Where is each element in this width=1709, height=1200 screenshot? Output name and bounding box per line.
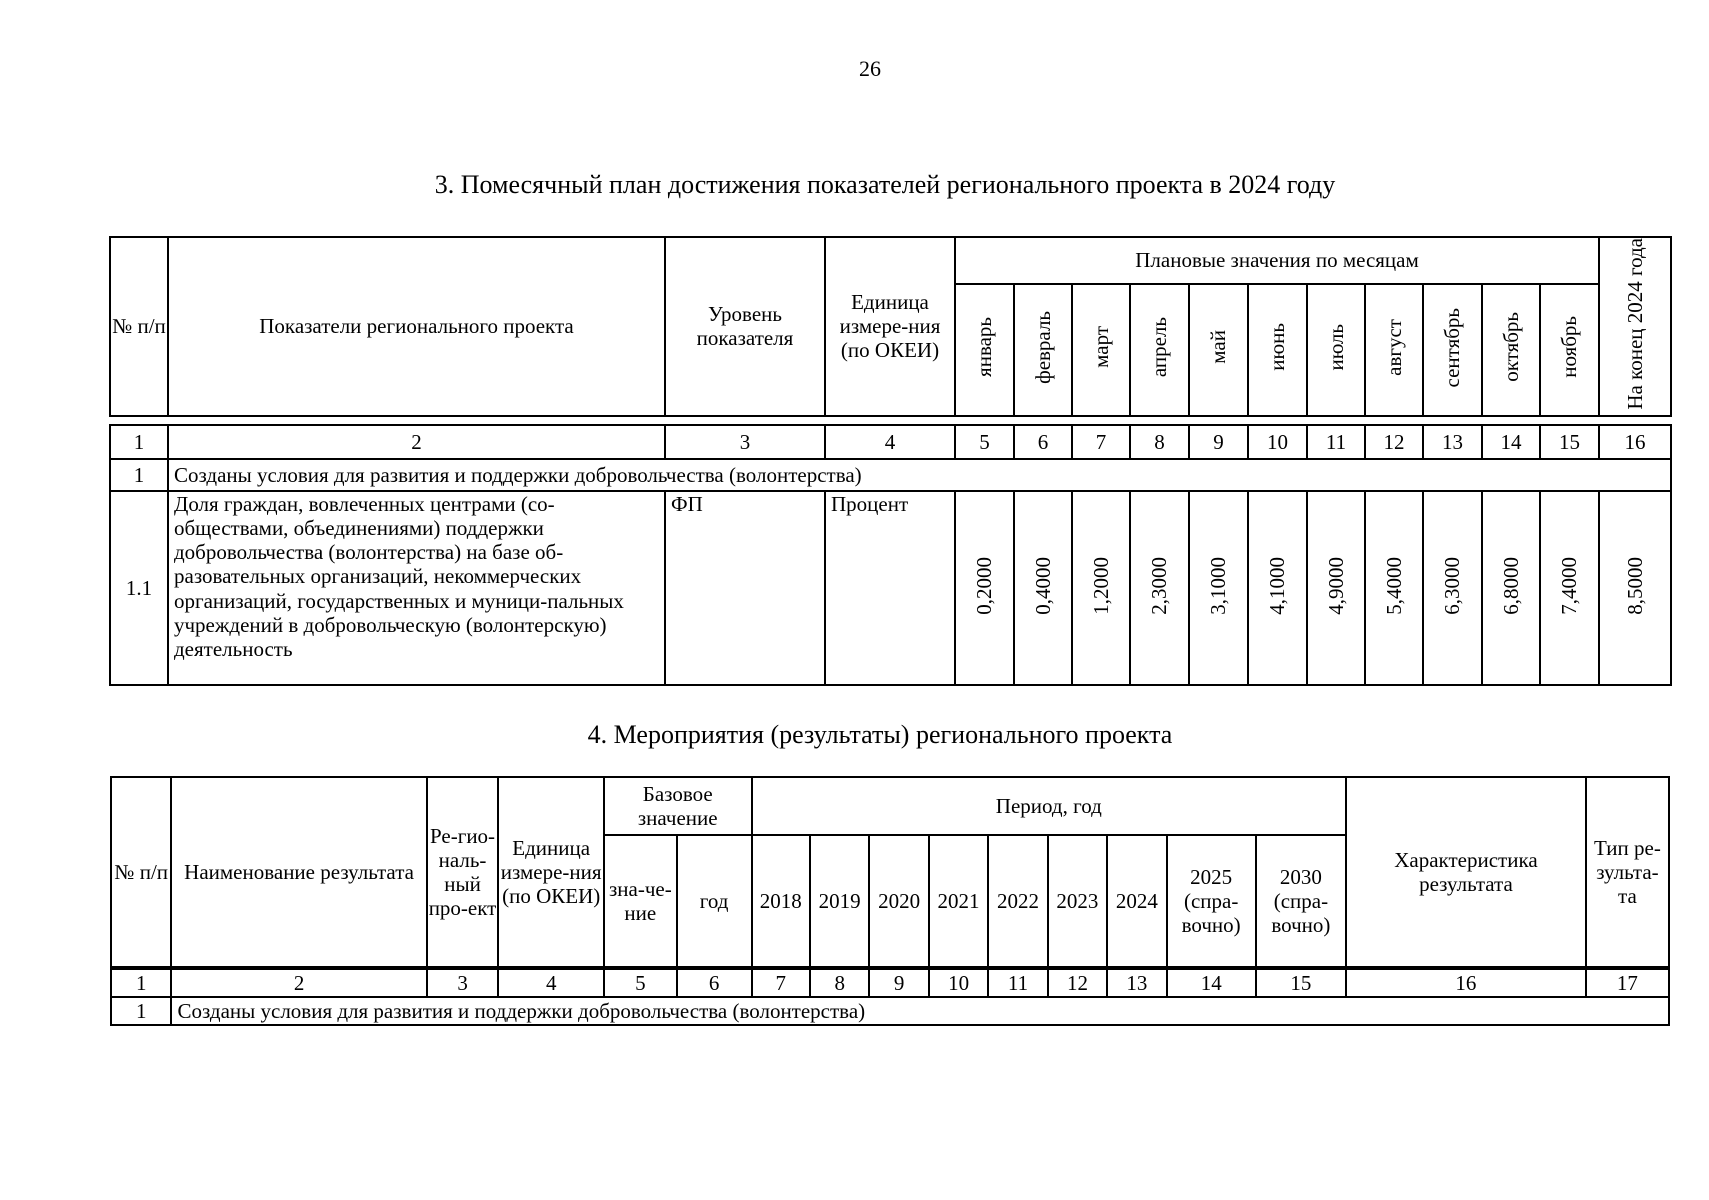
col-number: 15 (1256, 969, 1346, 997)
col-number: 1 (111, 969, 171, 997)
header-month (1014, 284, 1072, 416)
col-number: 13 (1423, 425, 1482, 459)
month-value-cell (1072, 491, 1130, 685)
col-number: 14 (1167, 969, 1256, 997)
col-number: 5 (604, 969, 677, 997)
col-number: 6 (677, 969, 752, 997)
col-number: 2 (171, 969, 426, 997)
group-text: Созданы условия для развития и поддержки добровольчества (волонтерства) (168, 459, 1671, 491)
header-month (1540, 284, 1599, 416)
col-number: 9 (869, 969, 928, 997)
header-year: 2018 (752, 835, 810, 967)
indicator-level: ФП (665, 491, 825, 685)
month-value-cell (1482, 491, 1540, 685)
col-number: 4 (498, 969, 604, 997)
month-value-cell (1014, 491, 1072, 685)
col-number: 2 (168, 425, 665, 459)
header-month-label: октябрь (1498, 312, 1523, 383)
header-name: Наименование результата (171, 777, 426, 967)
column-number-row (110, 425, 1671, 459)
section3-title: 3. Помесячный план достижения показателей регионального проекта в 2024 году (434, 170, 1336, 199)
header-base-value: зна-че-ние (604, 835, 677, 967)
header-month (955, 284, 1014, 416)
header-unit: Единица измере-ния (по ОКЕИ) (498, 777, 604, 967)
col-number: 7 (752, 969, 810, 997)
col-number: 3 (665, 425, 825, 459)
header-num: № п/п (110, 237, 168, 416)
col-number: 3 (427, 969, 499, 997)
month-value: 2,3000 (1147, 556, 1172, 615)
header-indicators: Показатели регионального проекта (168, 237, 665, 416)
month-value: 4,1000 (1265, 556, 1290, 615)
month-value: 1,2000 (1088, 556, 1113, 615)
header-month-label: май (1206, 330, 1231, 365)
col-number: 1 (110, 425, 168, 459)
section3-header-table (109, 236, 1672, 417)
col-number: 6 (1014, 425, 1072, 459)
header-year: 2019 (810, 835, 869, 967)
col-number: 7 (1072, 425, 1130, 459)
header-num: № п/п (111, 777, 171, 967)
header-year: 2020 (869, 835, 928, 967)
header-month (1482, 284, 1540, 416)
header-year-end-label: На конец 2024 года (1622, 238, 1647, 410)
month-value-cell (1248, 491, 1307, 685)
col-number: 16 (1346, 969, 1586, 997)
indicator-unit: Процент (825, 491, 955, 685)
group-row (111, 997, 1669, 1025)
group-num: 1 (111, 997, 171, 1025)
month-value: 6,3000 (1440, 556, 1465, 615)
header-month-label: сентябрь (1440, 307, 1465, 388)
col-number: 12 (1365, 425, 1423, 459)
month-value: 7,4000 (1557, 556, 1582, 615)
col-number: 5 (955, 425, 1014, 459)
header-month (1423, 284, 1482, 416)
header-year: 2024 (1107, 835, 1166, 967)
col-number: 14 (1482, 425, 1540, 459)
col-number: 15 (1540, 425, 1599, 459)
col-number: 9 (1189, 425, 1248, 459)
header-base-year: год (677, 835, 752, 967)
col-number: 16 (1599, 425, 1671, 459)
col-number: 8 (1130, 425, 1189, 459)
header-monthly: Плановые значения по месяцам (955, 237, 1599, 284)
indicator-name: Доля граждан, вовлеченных центрами (со-обществами, объединениями) поддержки добровольчества (волонтерства) на базе об-разовательных организаций, некоммерческих организаций, государственных и муници-пальных учреждений в добровольческую (волонтерскую) деятельность (168, 491, 665, 685)
month-value: 3,1000 (1206, 556, 1231, 615)
header-characteristic: Характеристика результата (1346, 777, 1586, 967)
group-num: 1 (110, 459, 168, 491)
header-period: Период, год (752, 777, 1347, 835)
header-month (1189, 284, 1248, 416)
header-month-label: июль (1323, 324, 1348, 371)
group-text: Созданы условия для развития и поддержки добровольчества (волонтерства) (171, 997, 1669, 1025)
header-month-label: август (1381, 318, 1406, 376)
month-value-cell (1307, 491, 1365, 685)
header-unit: Единица измере-ния (по ОКЕИ) (825, 237, 955, 416)
month-value-cell (1423, 491, 1482, 685)
header-year: 2022 (988, 835, 1047, 967)
year-end-value-cell (1599, 491, 1671, 685)
header-year-2025: 2025 (спра-вочно) (1167, 835, 1256, 967)
section4-header-table (110, 776, 1670, 968)
header-month (1365, 284, 1423, 416)
row-num: 1.1 (110, 491, 168, 685)
col-number: 4 (825, 425, 955, 459)
col-number: 13 (1107, 969, 1166, 997)
month-value-cell (955, 491, 1014, 685)
column-number-row (111, 969, 1669, 997)
col-number: 17 (1586, 969, 1669, 997)
col-number: 8 (810, 969, 869, 997)
year-end-value: 8,5000 (1622, 556, 1647, 615)
header-month-label: июнь (1265, 323, 1290, 372)
header-month (1307, 284, 1365, 416)
section3-body-table (109, 424, 1672, 686)
month-value-cell (1540, 491, 1599, 685)
col-number: 11 (1307, 425, 1365, 459)
month-value-cell (1189, 491, 1248, 685)
header-type: Тип ре-зульта-та (1586, 777, 1669, 967)
col-number: 11 (988, 969, 1047, 997)
month-value: 0,4000 (1030, 556, 1055, 615)
header-month (1072, 284, 1130, 416)
header-month (1130, 284, 1189, 416)
header-month-label: февраль (1030, 310, 1055, 384)
header-month-label: март (1088, 326, 1113, 369)
col-number: 10 (929, 969, 988, 997)
section4-body-table (110, 968, 1670, 1026)
header-year: 2021 (929, 835, 988, 967)
header-month (1248, 284, 1307, 416)
month-value-cell (1130, 491, 1189, 685)
header-year-2030: 2030 (спра-вочно) (1256, 835, 1346, 967)
header-base: Базовое значение (604, 777, 752, 835)
section4-title: 4. Мероприятия (результаты) регионального проекта (587, 720, 1173, 749)
header-regional: Ре-гио-наль-ный про-ект (427, 777, 499, 967)
indicator-row (110, 491, 1671, 685)
col-number: 10 (1248, 425, 1307, 459)
month-value: 4,9000 (1323, 556, 1348, 615)
header-month-label: апрель (1147, 317, 1172, 378)
header-year: 2023 (1048, 835, 1107, 967)
month-value: 6,8000 (1498, 556, 1523, 615)
month-value: 0,2000 (972, 556, 997, 615)
header-month-label: ноябрь (1557, 316, 1582, 379)
col-number: 12 (1048, 969, 1107, 997)
header-year-end (1599, 237, 1671, 416)
group-row (110, 459, 1671, 491)
header-level: Уровень показателя (665, 237, 825, 416)
page-number: 26 (859, 56, 881, 81)
header-month-label: январь (972, 317, 997, 378)
month-value-cell (1365, 491, 1423, 685)
month-value: 5,4000 (1381, 556, 1406, 615)
